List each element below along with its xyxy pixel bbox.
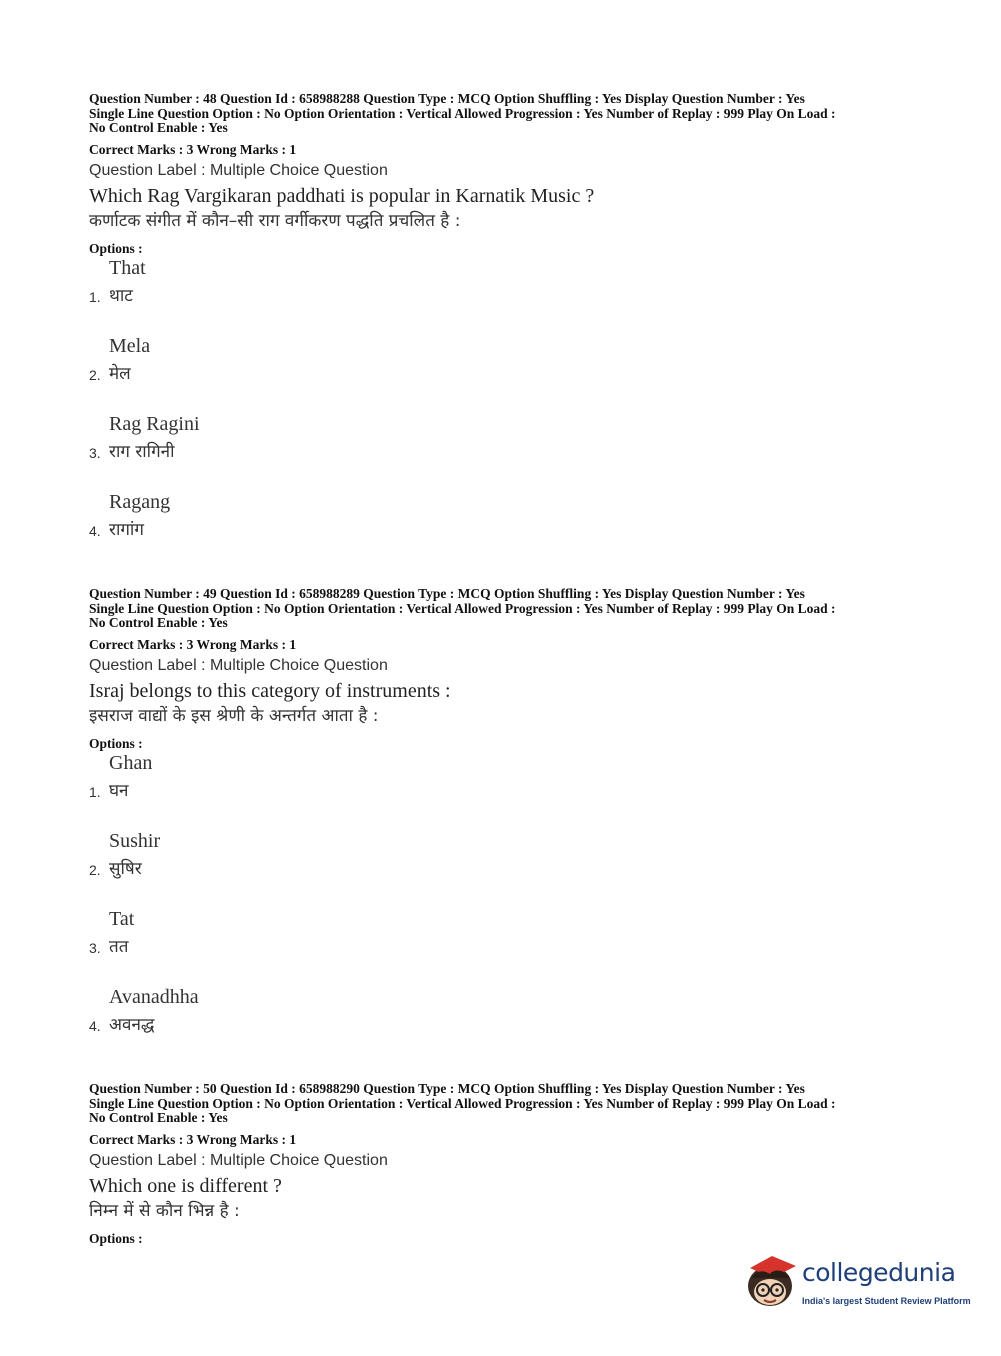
- question-text-hindi: कर्णाटक संगीत में कौन–सी राग वर्गीकरण पद्धति प्रचलित है :: [89, 210, 461, 231]
- option-2: [89, 830, 929, 908]
- question-text-hindi: इसराज वाद्यों के इस श्रेणी के अन्तर्गत आता है :: [89, 705, 379, 726]
- options-title: Options :: [89, 240, 143, 256]
- option-english: Sushir: [109, 829, 161, 852]
- question-text-english: Which Rag Vargikaran paddhati is popular in Karnatik Music ?: [89, 184, 595, 207]
- option-1: [89, 257, 929, 335]
- option-number: 1.: [89, 288, 101, 305]
- question-meta-line-1: Question Number : 49 Question Id : 658988289 Question Type : MCQ Option Shuffling : Yes Display Question Number : Yes: [89, 586, 805, 601]
- question-text-english: Which one is different ?: [89, 1174, 282, 1197]
- logo-wordmark: collegedunia: [802, 1258, 956, 1287]
- option-english: Tat: [109, 907, 135, 930]
- question-meta-line-2: Single Line Question Option : No Option Orientation : Vertical Allowed Progression : Yes Number of Replay : 999 Play On Load :: [89, 600, 836, 616]
- option-number: 2.: [89, 861, 101, 878]
- question-meta-line-1: Question Number : 48 Question Id : 658988288 Question Type : MCQ Option Shuffling : Yes Display Question Number : Yes: [89, 91, 805, 106]
- option-hindi: तत: [109, 936, 129, 957]
- option-number: 3.: [89, 444, 101, 461]
- question-meta-line-3: No Control Enable : Yes: [89, 120, 228, 135]
- question-label: Question Label : Multiple Choice Question: [89, 656, 388, 674]
- options-title: Options :: [89, 735, 143, 751]
- option-number: 3.: [89, 939, 101, 956]
- option-number: 2.: [89, 366, 101, 383]
- option-hindi: सुषिर: [109, 858, 142, 879]
- option-3: [89, 908, 929, 986]
- question-meta-line-3: No Control Enable : Yes: [89, 1110, 228, 1125]
- question-label: Question Label : Multiple Choice Question: [89, 161, 388, 179]
- question-48: [89, 92, 929, 569]
- option-hindi: रागांग: [109, 519, 144, 540]
- marks-line: Correct Marks : 3 Wrong Marks : 1: [89, 141, 297, 157]
- options-title: Options :: [89, 1230, 143, 1246]
- question-meta-line-1: Question Number : 50 Question Id : 658988290 Question Type : MCQ Option Shuffling : Yes Display Question Number : Yes: [89, 1081, 805, 1096]
- option-4: [89, 986, 929, 1064]
- option-hindi: अवनद्ध: [109, 1014, 155, 1035]
- option-english: Ragang: [109, 490, 171, 513]
- collegedunia-logo: [742, 1248, 972, 1314]
- option-hindi: राग रागिनी: [109, 441, 175, 462]
- option-3: [89, 413, 929, 491]
- option-number: 4.: [89, 522, 101, 539]
- option-2: [89, 335, 929, 413]
- option-1: [89, 752, 929, 830]
- option-hindi: थाट: [109, 285, 133, 306]
- question-50: [89, 1082, 929, 1247]
- mascot-icon: [742, 1248, 802, 1310]
- question-meta-line-3: No Control Enable : Yes: [89, 615, 228, 630]
- question-label: Question Label : Multiple Choice Question: [89, 1151, 388, 1169]
- option-english: Rag Ragini: [109, 412, 200, 435]
- option-english: Avanadhha: [109, 985, 199, 1008]
- option-4: [89, 491, 929, 569]
- option-english: Ghan: [109, 751, 153, 774]
- option-hindi: घन: [109, 780, 129, 801]
- option-hindi: मेल: [109, 363, 131, 384]
- marks-line: Correct Marks : 3 Wrong Marks : 1: [89, 636, 297, 652]
- option-number: 1.: [89, 783, 101, 800]
- marks-line: Correct Marks : 3 Wrong Marks : 1: [89, 1131, 297, 1147]
- question-meta-line-2: Single Line Question Option : No Option Orientation : Vertical Allowed Progression : Yes Number of Replay : 999 Play On Load :: [89, 1095, 836, 1111]
- question-text-hindi: निम्न में से कौन भिन्न है :: [89, 1200, 240, 1221]
- logo-tagline: India's largest Student Review Platform: [802, 1296, 971, 1306]
- question-meta-line-2: Single Line Question Option : No Option Orientation : Vertical Allowed Progression : Yes Number of Replay : 999 Play On Load :: [89, 105, 836, 121]
- option-english: That: [109, 256, 146, 279]
- question-text-english: Israj belongs to this category of instruments :: [89, 679, 451, 702]
- option-number: 4.: [89, 1017, 101, 1034]
- option-english: Mela: [109, 334, 151, 357]
- question-49: [89, 587, 929, 1064]
